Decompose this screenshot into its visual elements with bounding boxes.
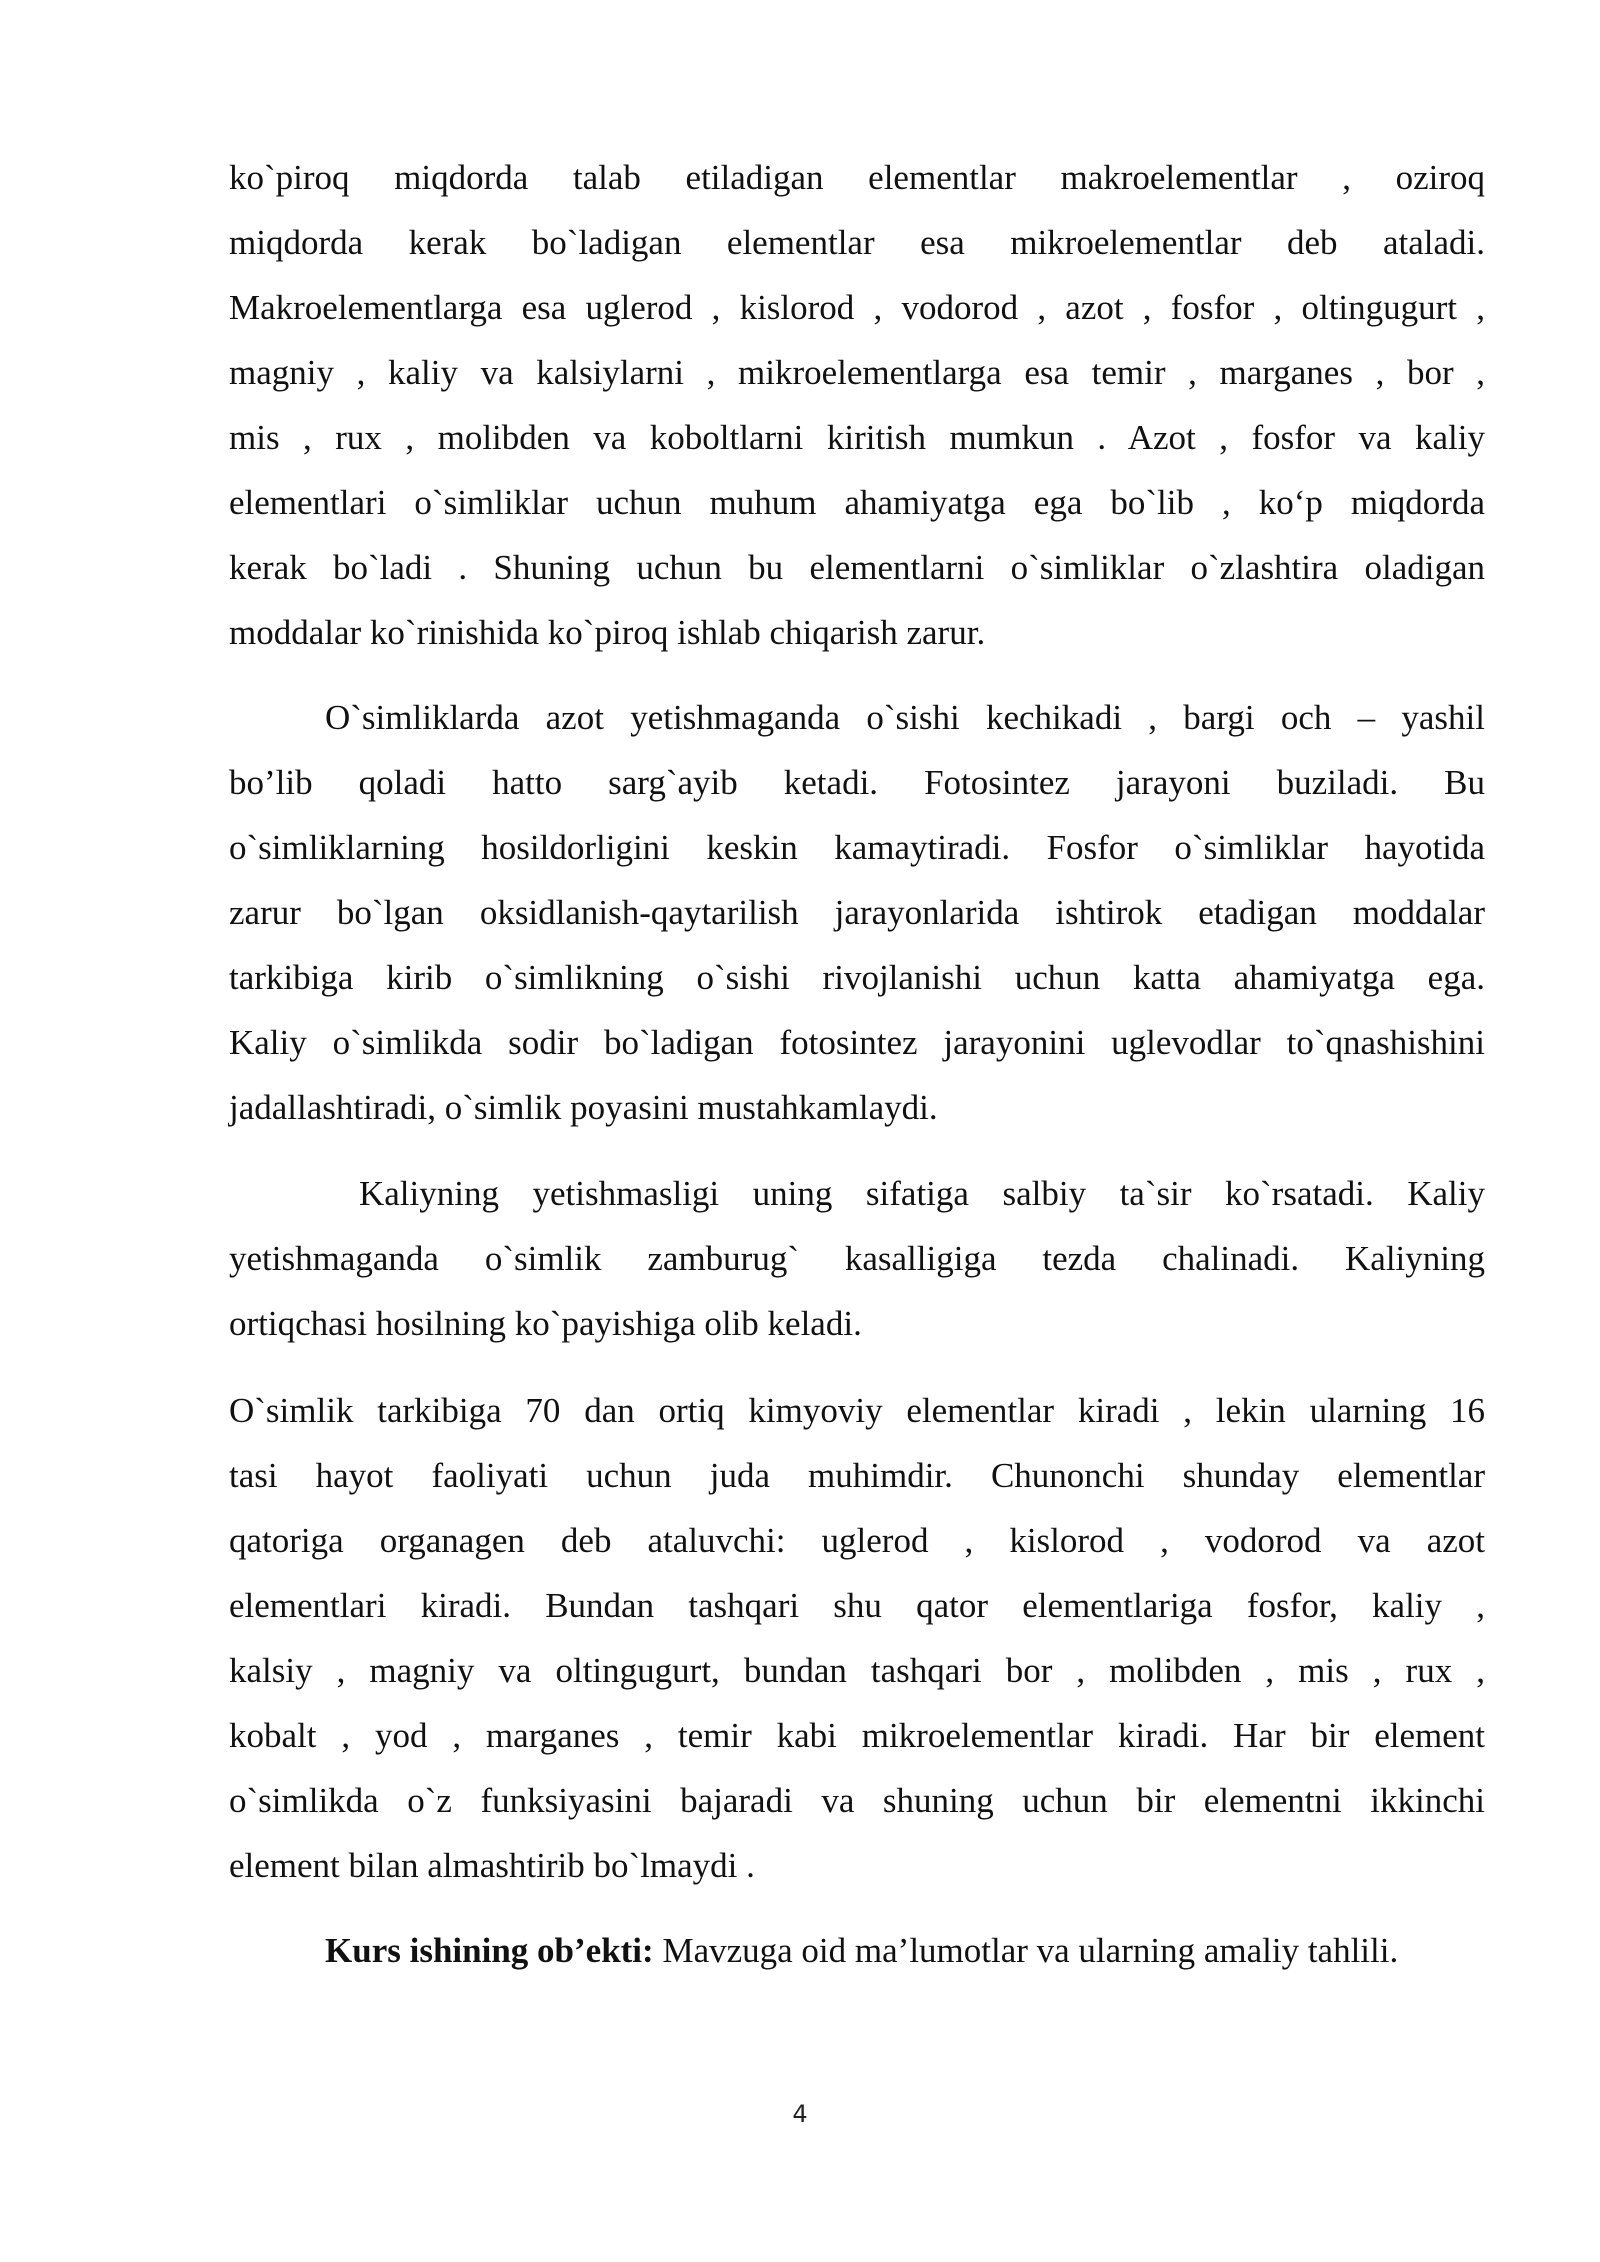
text-line: o`simliklarning hosildorligini keskin kamaytiradi. Fosfor o`simliklar hayotida (229, 828, 1485, 867)
paragraph-1 (229, 145, 1485, 665)
course-object-paragraph (229, 1918, 1485, 1983)
text-line: miqdorda kerak bo`ladigan elementlar esa mikroelementlar deb ataladi. (229, 223, 1485, 262)
page-number: 4 (792, 2100, 808, 2128)
text-line: O`simlik tarkibiga 70 dan ortiq kimyoviy elementlar kiradi , lekin ularning 16 (229, 1391, 1485, 1430)
paragraph-3 (229, 1161, 1485, 1356)
text-line: Kaliyning yetishmasligi uning sifatiga salbiy ta`sir ko`rsatadi. Kaliy (359, 1174, 1485, 1213)
text-line: elementlari kiradi. Bundan tashqari shu qator elementlariga fosfor, kaliy , (229, 1586, 1485, 1625)
text-line: kerak bo`ladi . Shuning uchun bu elementlarni o`simliklar o`zlashtira oladigan (229, 548, 1485, 587)
course-object-line (229, 1918, 1485, 1983)
text-line: magniy , kaliy va kalsiylarni , mikroelementlarga esa temir , marganes , bor , (229, 353, 1485, 392)
text-line: qatoriga organagen deb ataluvchi: uglerod , kislorod , vodorod va azot (229, 1521, 1485, 1560)
text-line: mis , rux , molibden va koboltlarni kiritish mumkun . Azot , fosfor va kaliy (229, 418, 1485, 457)
text-line: O`simliklarda azot yetishmaganda o`sishi kechikadi , bargi och – yashil (325, 698, 1485, 737)
course-object-text: Mavzuga oid ma’lumotlar va ularning amaliy tahlili. (653, 1931, 1399, 1970)
text-line: Kaliy o`simlikda sodir bo`ladigan fotosintez jarayonini uglevodlar to`qnashishini (229, 1023, 1485, 1062)
text-line: yetishmaganda o`simlik zamburug` kasalligiga tezda chalinadi. Kaliyning (229, 1239, 1485, 1278)
text-line: tasi hayot faoliyati uchun juda muhimdir. Chunonchi shunday elementlar (229, 1456, 1485, 1495)
paragraph-2 (229, 685, 1485, 1140)
text-line: tarkibiga kirib o`simlikning o`sishi rivojlanishi uchun katta ahamiyatga ega. (229, 958, 1485, 997)
text-line: o`simlikda o`z funksiyasini bajaradi va shuning uchun bir elementni ikkinchi (229, 1781, 1485, 1820)
text-line: Makroelementlarga esa uglerod , kislorod , vodorod , azot , fosfor , oltingugurt , (229, 288, 1485, 327)
text-line: zarur bo`lgan oksidlanish-qaytarilish jarayonlarida ishtirok etadigan moddalar (229, 893, 1485, 932)
text-line: bo’lib qoladi hatto sarg`ayib ketadi. Fotosintez jarayoni buziladi. Bu (229, 763, 1485, 802)
text-line: jadallashtiradi, o`simlik poyasini mustahkamlaydi. (229, 1088, 938, 1127)
paragraph-4 (229, 1378, 1485, 1898)
text-line: element bilan almashtirib bo`lmaydi . (229, 1846, 755, 1885)
text-line: ortiqchasi hosilning ko`payishiga olib keladi. (229, 1304, 862, 1343)
text-line: moddalar ko`rinishida ko`piroq ishlab chiqarish zarur. (229, 613, 986, 652)
text-line: kalsiy , magniy va oltingugurt, bundan tashqari bor , molibden , mis , rux , (229, 1651, 1485, 1690)
course-object-label: Kurs ishining ob’ekti: (325, 1931, 654, 1970)
text-line: ko`piroq miqdorda talab etiladigan elementlar makroelementlar , oziroq (229, 158, 1485, 197)
text-line: elementlari o`simliklar uchun muhum ahamiyatga ega bo`lib , ko‘p miqdorda (229, 483, 1485, 522)
text-line: kobalt , yod , marganes , temir kabi mikroelementlar kiradi. Har bir element (229, 1716, 1485, 1755)
